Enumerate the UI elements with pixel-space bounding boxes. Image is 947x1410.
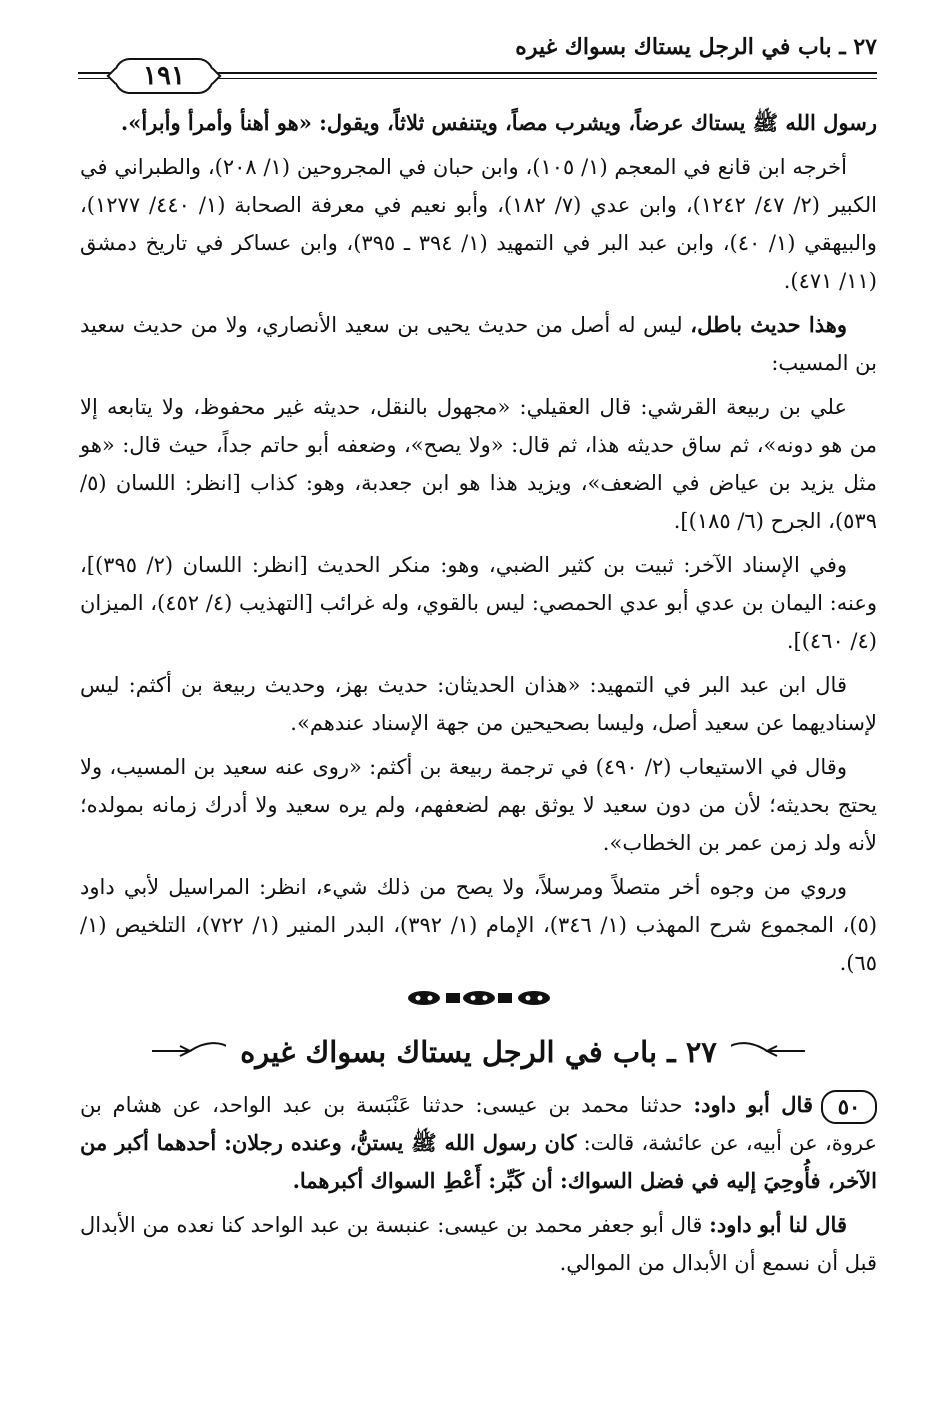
- hadith-isnad: حدثنا محمد بن عيسى: حدثنا عَنْبَسة بن عبد الواحد، عن هشام بن عروة، عن أبيه، عن عائشة، قالت:: [80, 1093, 877, 1155]
- chapter-title: ٢٧ ـ باب في الرجل يستاك بسواك غيره: [226, 1022, 731, 1082]
- chapter-heading: [80, 1022, 877, 1082]
- hadith-paragraph: [80, 1086, 877, 1200]
- hadith-text-continued: رسول الله ﷺ يستاك عرضاً، ويشرب مصاً، ويتنفس ثلاثاً، ويقول: «هو أهنأ وأمرأ وأبرأ».: [120, 110, 877, 135]
- paragraph-narrator-1: علي بن ربيعة القرشي: قال العقيلي: «مجهول بالنقل، حديثه غير محفوظ، ولا يتابعه إلا من هو دونه»، ثم ساق حديثه هذا، ثم قال: «ولا يصح»، وضعفه أبو حاتم جداً، حيث قال: «هو مثل يزيد بن عياض في الضعف»، ويزيد هذا هو ابن جعدبة، وهو: كذاب [انظر: اللسان (٥/ ٥٣٩)، الجرح (٦/ ١٨٥)].: [80, 395, 877, 533]
- paragraph-takhrij: أخرجه ابن قانع في المعجم (١/ ١٠٥)، وابن حبان في المجروحين (١/ ٢٠٨)، والطبراني في الكبير (٢/ ٤٧/ ١٢٤٢)، وابن عدي (٧/ ١٨٢)، وأبو نعيم في معرفة الصحابة (١/ ٤٤٠/ ١٢٧٧)، والبيهقي (١/ ٤٠)، وابن عبد البر في التمهيد (١/ ٣٩٤ ـ ٣٩٥)، وابن عساكر في تاريخ دمشق (١١/ ٤٧١).: [80, 155, 877, 293]
- closing-paragraph: [80, 1206, 877, 1282]
- paragraph-ruling: [80, 306, 877, 382]
- paragraph-ibn-abd-al-barr: قال ابن عبد البر في التمهيد: «هذان الحديثان: حديث بهز، وحديث ربيعة بن أكثم: ليس لإسناديهما عن سعيد أصل، وليسا بصحيحين من جهة الإسناد عندهم».: [80, 673, 877, 735]
- running-title: ٢٧ ـ باب في الرجل يستاك بسواك غيره: [515, 34, 877, 60]
- ruling-bold: وهذا حديث باطل،: [690, 312, 848, 337]
- page-header: [78, 28, 877, 98]
- section-divider-ornament: [80, 988, 877, 1014]
- hadith-number-badge: ٥٠: [821, 1090, 877, 1124]
- paragraph-narrator-2: وفي الإسناد الآخر: ثبيت بن كثير الضبي، وهو: منكر الحديث [انظر: اللسان (٢/ ٣٩٥)]، وعنه: اليمان بن عدي أبو عدي الحمصي: ليس بالقوي، وله غرائب [التهذيب (٤/ ٤٥٢)، الميزان (٤/ ٤٦٠)].: [80, 553, 877, 653]
- page-body: [80, 104, 877, 1288]
- closing-text: قال أبو جعفر محمد بن عيسى: عنبسة بن عبد الواحد كنا نعده من الأبدال قبل أن نسمع أن الأبدال من الموالي.: [80, 1213, 877, 1275]
- closing-lead: قال لنا أبو داود:: [709, 1212, 847, 1237]
- ruling-text: ليس له أصل من حديث يحيى بن سعيد الأنصاري، ولا من حديث سعيد بن المسيب:: [80, 313, 877, 375]
- paragraph-istiab: وقال في الاستيعاب (٢/ ٤٩٠) في ترجمة ربيعة بن أكثم: «روى عنه سعيد بن المسيب، ولا يحتج بحديثه؛ لأن من دون سعيد لا يوثق بهم لضعفهم، ولم يره سعيد ولا أدرك زمانه بمولده؛ لأنه ولد زمن عمر بن الخطاب».: [80, 755, 877, 855]
- paragraph-1: [80, 104, 877, 142]
- hadith-lead: قال أبو داود:: [693, 1092, 813, 1117]
- paragraph-other-routes: وروي من وجوه أخر متصلاً ومرسلاً، ولا يصح من ذلك شيء، انظر: المراسيل لأبي داود (٥)، المجموع شرح المهذب (١/ ٣٤٦)، الإمام (١/ ٣٩٢)، البدر المنير (١/ ٧٢٢)، التلخيص (١/ ٦٥).: [80, 875, 878, 975]
- hadith-matn: كان رسول الله ﷺ يستنُّ، وعنده رجلان: أحدهما أكبر من الآخر، فأُوحِيَ إليه في فضل السواك: أن كَبِّر: أَعْطِ السواك أكبرهما.: [80, 1130, 877, 1193]
- page-number-badge: ١٩١: [114, 58, 214, 94]
- divider-ornament-icon: [404, 988, 554, 1008]
